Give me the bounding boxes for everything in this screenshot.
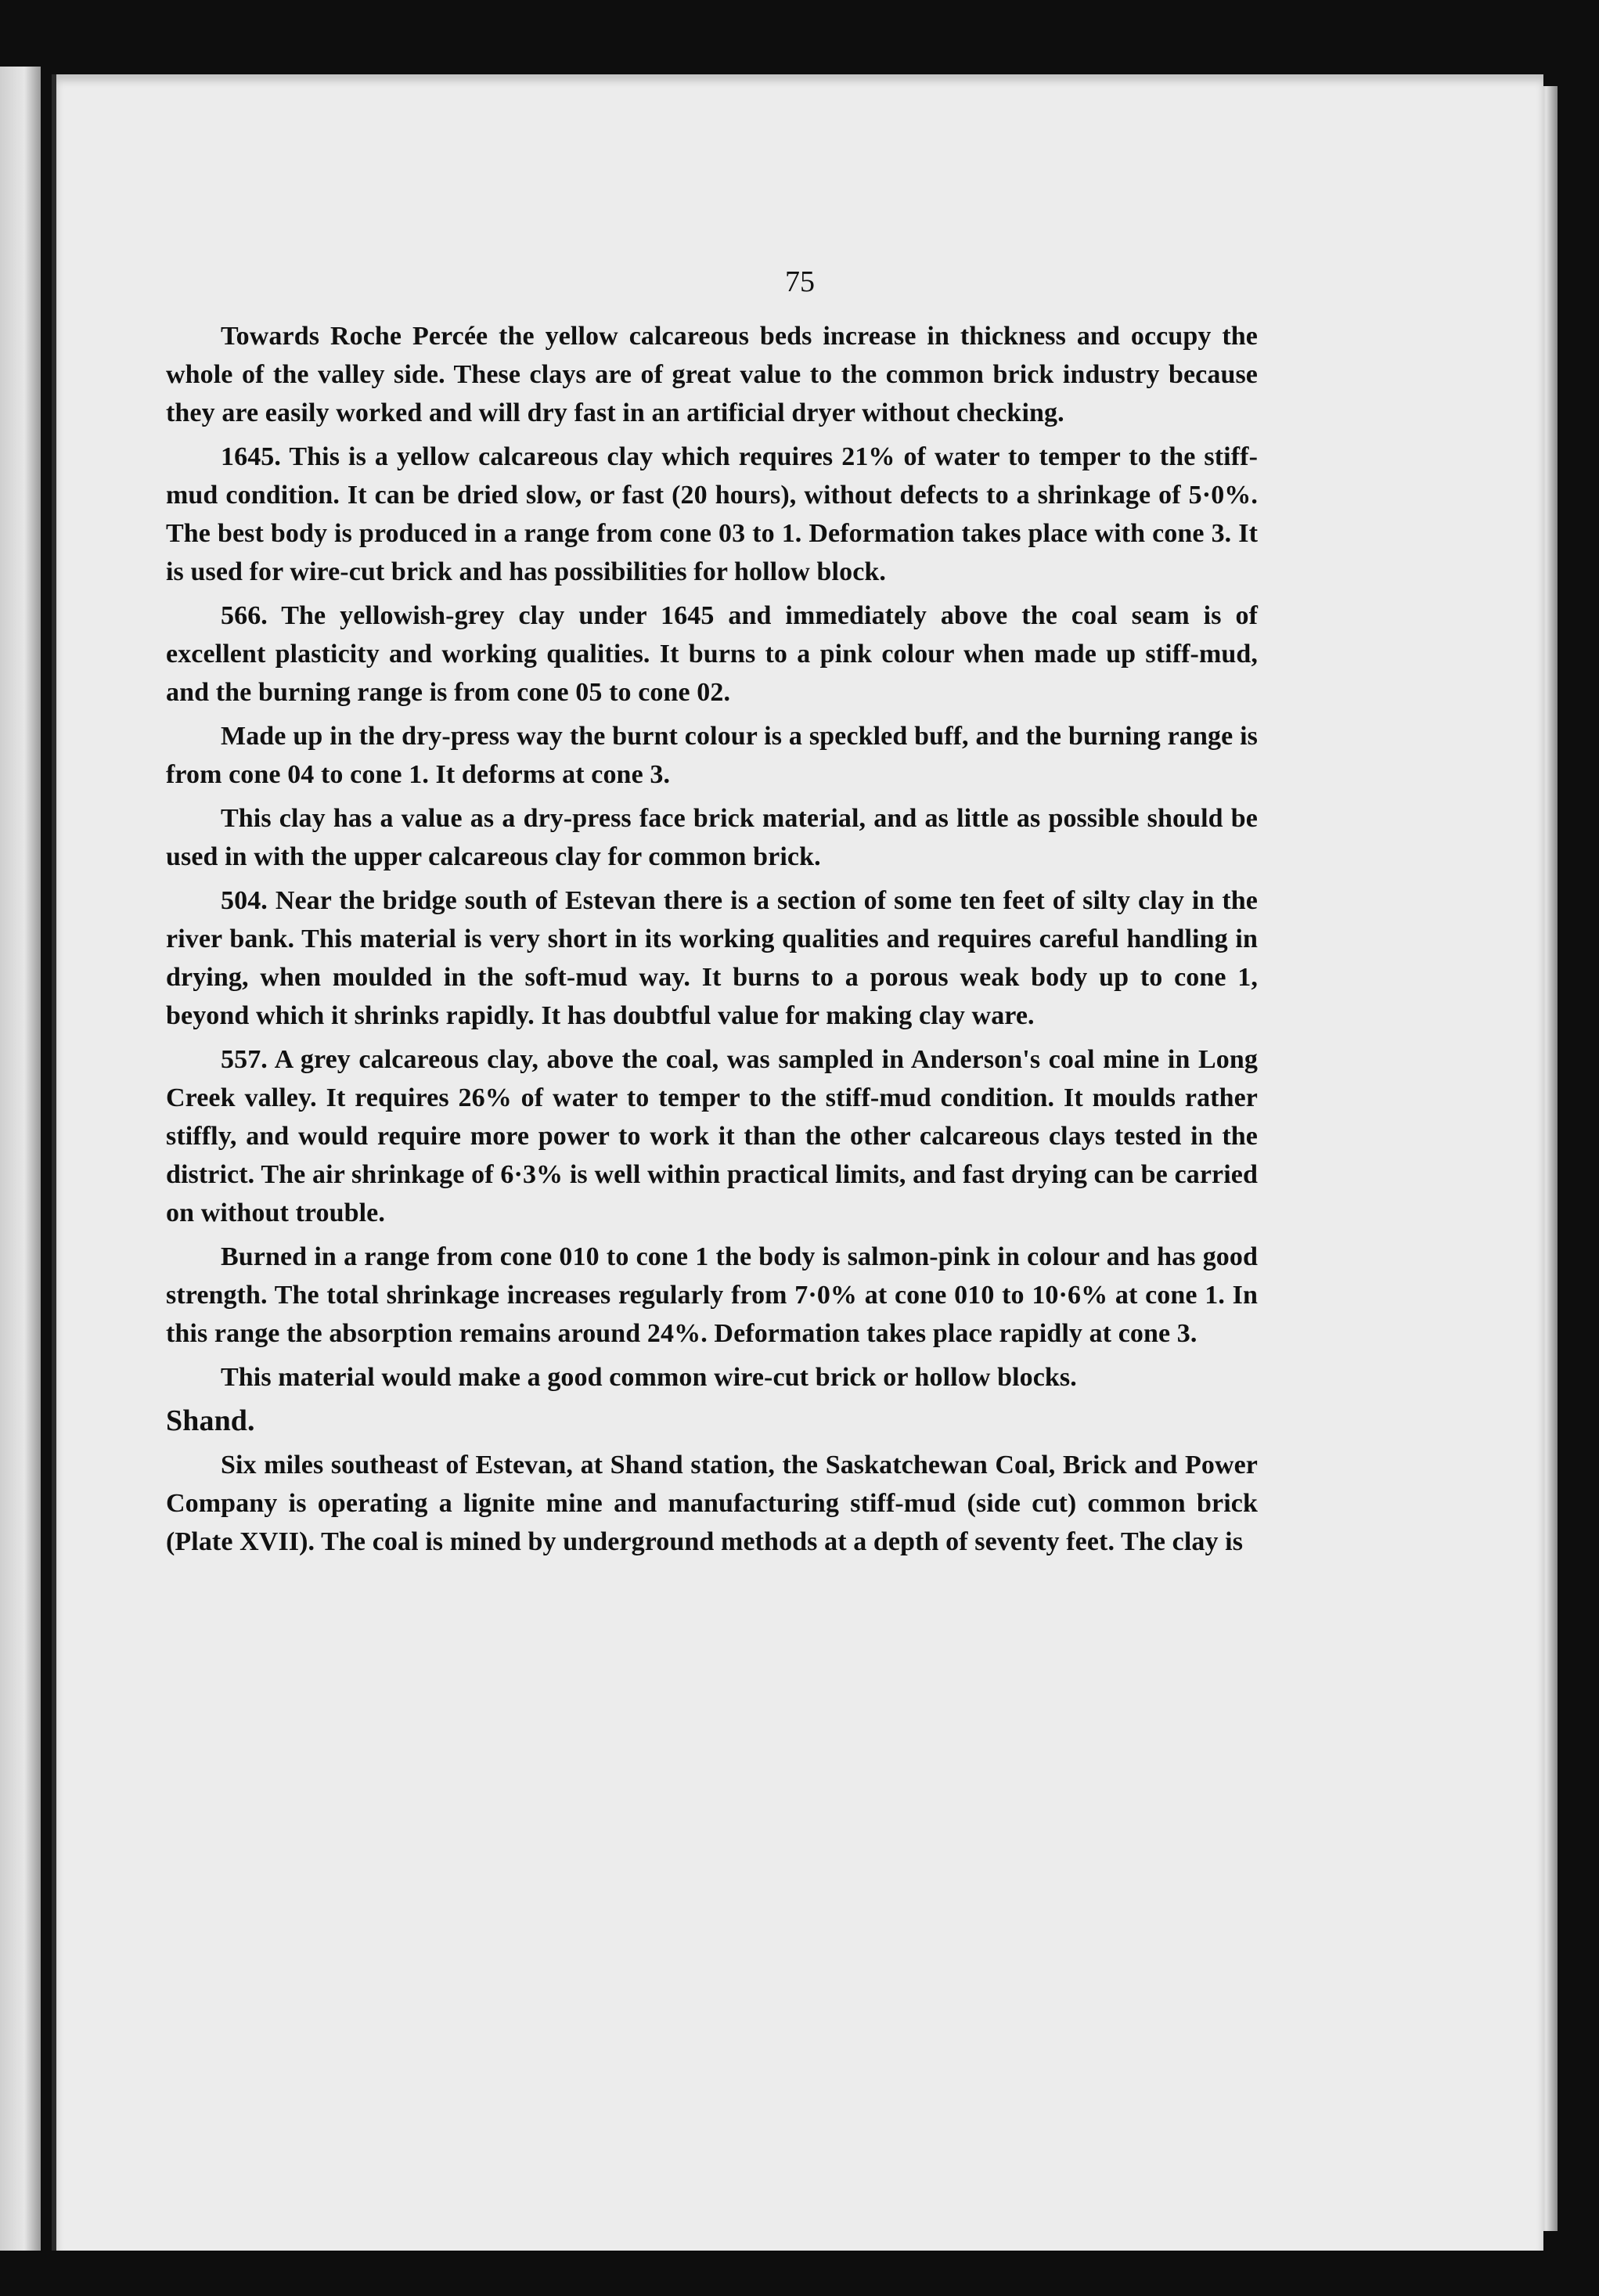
paragraph-text: This clay has a value as a dry-press face brick material, and as little as possible should be used in with the upper calcareous clay for common brick.	[166, 804, 1258, 871]
paragraph-text: Six miles southeast of Estevan, at Shand station, the Saskatchewan Coal, Brick and Power Company is operating a lignite mine and manufacturing stiff-mud (side cut) common brick (Plate XVII). The coal is mined by underground methods at a depth of seventy feet. The clay is	[166, 1451, 1258, 1556]
page-number: 75	[785, 265, 815, 298]
paragraph	[166, 597, 1258, 712]
paragraph	[166, 717, 1258, 794]
paragraph-text: Burned in a range from cone 010 to cone 1 the body is salmon-pink in colour and has good strength. The total shrinkage increases regularly from 7·0% at cone 010 to 10·6% at cone 1. In this range the absorption remains around 24%. Deformation takes place rapidly at cone 3.	[166, 1242, 1258, 1348]
paragraph	[166, 1238, 1258, 1353]
paragraph	[166, 881, 1258, 1035]
paragraph	[166, 1358, 1258, 1397]
paragraph	[166, 1446, 1258, 1561]
sample-number: 557.	[221, 1045, 268, 1074]
sample-number: 504.	[221, 886, 268, 915]
paragraph-text: Made up in the dry-press way the burnt colour is a speckled buff, and the burning range is from cone 04 to cone 1. It deforms at cone 3.	[166, 722, 1258, 789]
document-page	[52, 74, 1543, 2251]
sample-number: 1645.	[221, 442, 281, 471]
paragraph	[166, 1040, 1258, 1232]
paragraph	[166, 799, 1258, 876]
sample-number: 566.	[221, 601, 268, 630]
paragraph-text: This is a yellow calcareous clay which requires 21% of water to temper to the stiff-mud condition. It can be dried slow, or fast (20 hours), without defects to a shrinkage of 5·0%. The best body is produced in a range from cone 03 to 1. Deformation takes place with cone 3. It is used for wire-cut brick and has possibilities for hollow block.	[166, 442, 1258, 586]
paragraph-text: A grey calcareous clay, above the coal, was sampled in Anderson's coal mine in Long Creek valley. It requires 26% of water to temper to the stiff-mud condition. It moulds rather stiffly, and would require more power to work it than the other calcareous clays tested in the district. The air shrinkage of 6·3% is well within practical limits, and fast drying can be carried on without trouble.	[166, 1045, 1258, 1227]
body-text	[166, 317, 1258, 1566]
paragraph	[166, 317, 1258, 432]
paragraph-text: The yellowish-grey clay under 1645 and immediately above the coal seam is of excellent plasticity and working qualities. It burns to a pink colour when made up stiff-mud, and the burning range is from cone 05 to cone 02.	[166, 601, 1258, 707]
section-heading: Shand.	[166, 1404, 255, 1437]
paragraph-text: Towards Roche Percée the yellow calcareous beds increase in thickness and occupy the whole of the valley side. These clays are of great value to the common brick industry because they are easily worked and will dry fast in an artificial dryer without checking.	[166, 322, 1258, 427]
paragraph-text: This material would make a good common wire-cut brick or hollow blocks.	[221, 1363, 1077, 1392]
adjacent-page-edge	[0, 67, 41, 2251]
paragraph-text: Near the bridge south of Estevan there is a section of some ten feet of silty clay in the river bank. This material is very short in its working qualities and requires careful handling in drying, when moulded in the soft-mud way. It burns to a porous weak body up to cone 1, beyond which it shrinks rapidly. It has doubtful value for making clay ware.	[166, 886, 1258, 1030]
paragraph	[166, 438, 1258, 591]
